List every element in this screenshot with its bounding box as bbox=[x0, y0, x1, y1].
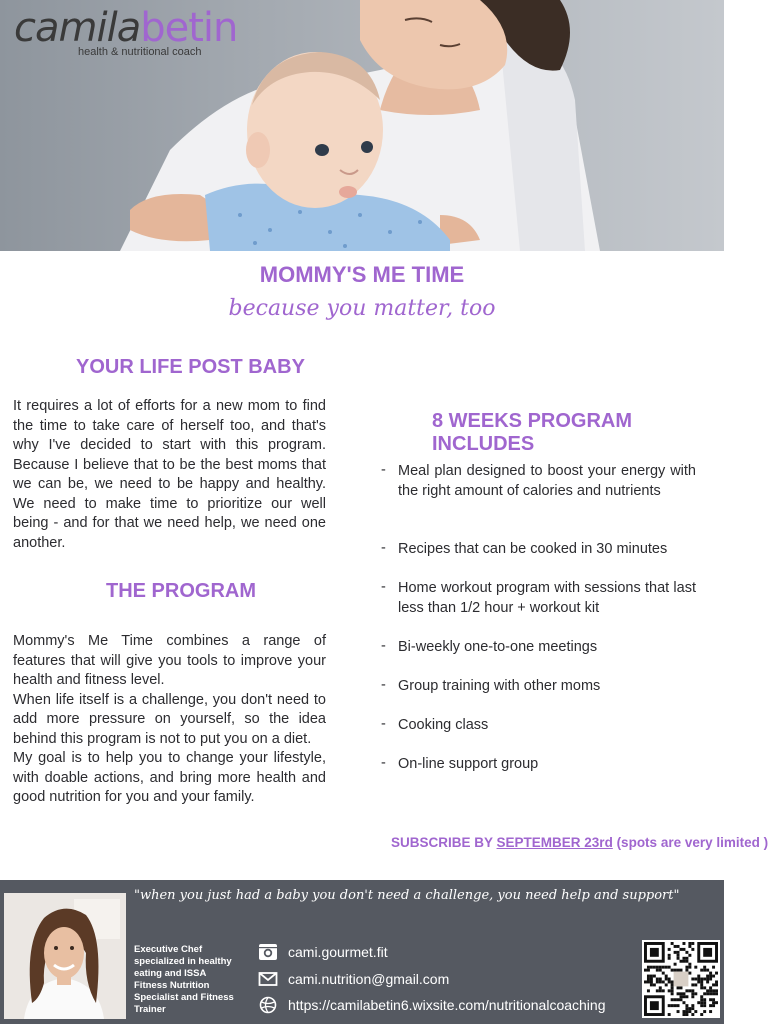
list-item bbox=[381, 677, 696, 697]
coach-portrait-illustration bbox=[4, 893, 126, 1019]
life-post-baby-paragraph: It requires a lot of efforts for a new mom to find the time to take care of herself too, and that's why I've decided to start with this program. Because I believe that to be the best moms that we can be, we need to be happy and healthy. We need to make time to prioritize our well being - and for that we need help, we need one another. bbox=[13, 398, 326, 551]
footer-quote: "when you just had a baby you don't need a challenge, you need help and support" bbox=[134, 888, 680, 903]
list-dash: - bbox=[381, 540, 386, 556]
brand-tagline: health & nutritional coach bbox=[78, 46, 202, 58]
brand-name-last: betin bbox=[140, 5, 238, 51]
hero-photo bbox=[0, 0, 724, 251]
list-item bbox=[381, 462, 696, 501]
list-item bbox=[381, 638, 696, 658]
subscribe-prefix: SUBSCRIBE BY bbox=[391, 835, 497, 850]
list-item bbox=[381, 540, 696, 560]
list-item-text: On-line support group bbox=[398, 756, 539, 772]
includes-heading: 8 WEEKS PROGRAM INCLUDES bbox=[432, 410, 633, 455]
list-dash: - bbox=[381, 579, 386, 595]
list-dash: - bbox=[381, 755, 386, 771]
list-dash: - bbox=[381, 638, 386, 654]
brand-name-first: camila bbox=[14, 5, 141, 51]
page-subtitle: because you matter, too bbox=[228, 296, 496, 321]
instagram-icon bbox=[258, 943, 278, 961]
list-item-text: Group training with other moms bbox=[398, 678, 601, 694]
life-post-baby-text bbox=[13, 397, 326, 553]
instagram-handle: cami.gourmet.fit bbox=[288, 944, 388, 960]
globe-icon bbox=[258, 996, 278, 1014]
program-heading: THE PROGRAM bbox=[106, 580, 256, 602]
subscribe-date: SEPTEMBER 23rd bbox=[496, 835, 613, 850]
list-item-text: Bi-weekly one-to-one meetings bbox=[398, 639, 598, 655]
list-item bbox=[381, 579, 696, 618]
subscribe-notice bbox=[391, 835, 768, 850]
list-item-text: Recipes that can be cooked in 30 minutes bbox=[398, 541, 668, 557]
qr-code[interactable] bbox=[642, 940, 720, 1018]
program-paragraph-3: My goal is to help you to change your lifestyle, with doable actions, and bring more health and good nutrition for you and your family. bbox=[13, 750, 326, 805]
email-address: cami.nutrition@gmail.com bbox=[288, 971, 450, 987]
mail-icon bbox=[258, 970, 278, 988]
list-item bbox=[381, 755, 696, 775]
website-url: https://camilabetin6.wixsite.com/nutritionalcoaching bbox=[288, 997, 606, 1013]
coach-portrait bbox=[4, 893, 126, 1019]
brand-logo bbox=[14, 6, 237, 58]
program-paragraph-1: Mommy's Me Time combines a range of features that will give you tools to improve your health and fitness level. bbox=[13, 633, 326, 688]
list-item-text: Meal plan designed to boost your energy with the right amount of calories and nutrients bbox=[398, 463, 696, 499]
coach-bio: Executive Chef specialized in healthy eating and ISSA Fitness Nutrition Specialist and Fitness Trainer bbox=[134, 944, 234, 1015]
life-post-baby-heading: YOUR LIFE POST BABY bbox=[76, 356, 305, 378]
program-text bbox=[13, 632, 326, 808]
subscribe-suffix: (spots are very limited ) bbox=[612, 835, 768, 850]
list-dash: - bbox=[381, 462, 386, 478]
list-dash: - bbox=[381, 677, 386, 693]
list-item-text: Cooking class bbox=[398, 717, 489, 733]
qr-code-graphic bbox=[642, 940, 720, 1018]
list-item-text: Home workout program with sessions that last less than 1/2 hour + workout kit bbox=[398, 580, 696, 616]
list-dash: - bbox=[381, 716, 386, 732]
program-paragraph-2: When life itself is a challenge, you don't need to add more pressure on yourself, so the idea behind this program is not to put you on a diet. bbox=[13, 691, 326, 747]
list-item bbox=[381, 716, 696, 736]
page-title: MOMMY'S ME TIME bbox=[259, 262, 465, 287]
